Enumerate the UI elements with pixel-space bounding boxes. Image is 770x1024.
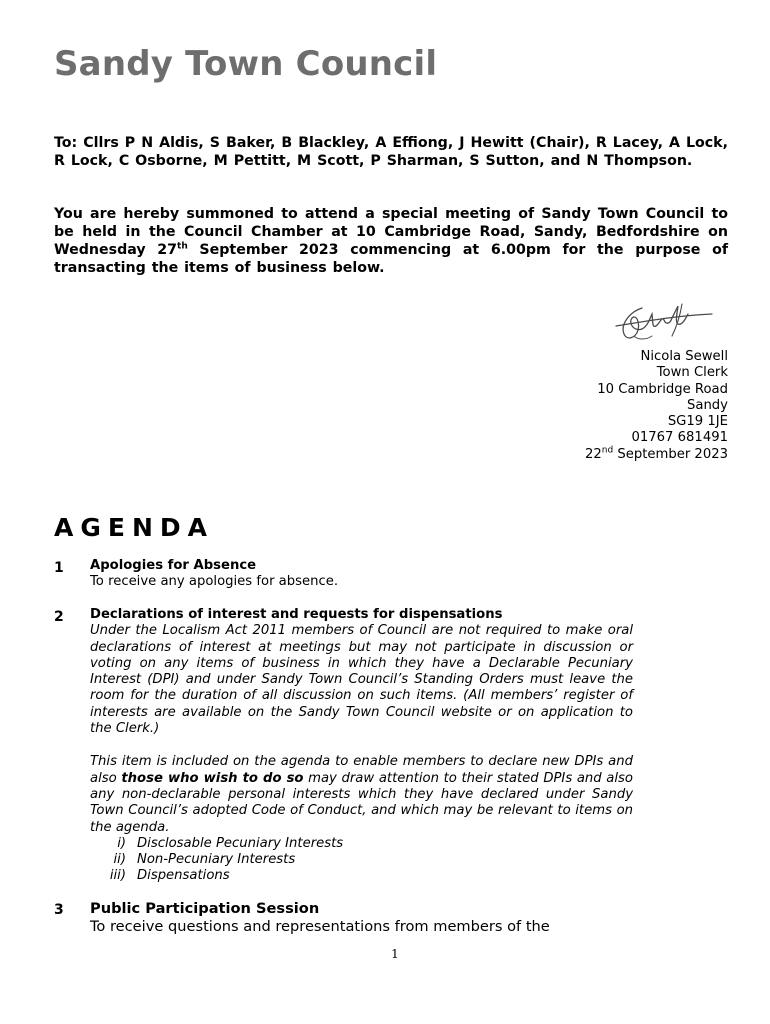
agenda-item-title: Public Participation Session: [90, 900, 320, 917]
clerk-signature: [612, 296, 716, 344]
sender-town: Sandy: [687, 397, 728, 413]
sender-address-block: [585, 349, 728, 463]
agenda-heading: AGENDA: [54, 513, 214, 542]
recipients-paragraph: To: Cllrs P N Aldis, S Baker, B Blackley, A Effiong, J Hewitt (Chair), R Lacey, A Lock, R Lock, C Osborne, M Pettitt, M Scott, P Sharman, S Sutton, and N Thompson.: [54, 135, 728, 169]
letter-date: 22nd September 2023: [584, 445, 728, 462]
sender-name: Nicola Sewell: [640, 349, 728, 364]
agenda-item-text: To receive any apologies for absence.: [90, 574, 339, 590]
council-title: Sandy Town Council: [54, 44, 438, 84]
summons-text-end: September 2023 commencing at 6.00pm for the purpose of transacting the items of business below.: [54, 242, 728, 276]
agenda-item-number: 3: [54, 902, 64, 918]
agenda-item-number: 1: [54, 560, 64, 576]
summons-text-start: You are hereby summoned to attend a special meeting of Sandy Town Council to be held in the Council Chamber at 10 Cambridge Road, Sandy, Bedfordshire on Wednesday 27: [54, 206, 728, 258]
emphasis-text: those who wish to do so: [121, 770, 304, 786]
agenda-item-title: Declarations of interest and requests for dispensations: [90, 607, 503, 622]
agenda-item-title: Apologies for Absence: [90, 558, 257, 573]
list-item: iii) Dispensations: [109, 868, 230, 884]
summons-date-suffix: th: [177, 241, 188, 252]
summons-paragraph: [54, 205, 728, 277]
page-number: 1: [391, 947, 399, 961]
agenda-item-number: 2: [54, 609, 64, 625]
agenda-item-declarations: [90, 607, 633, 885]
declarations-paragraph-2: This item is included on the agenda to enable members to declare new DPIs and also those who wish to do so may draw attention to their stated DPIs and also any non-declarable personal interests which they have declared under Sandy Town Council’s adopted Code of Conduct, and which may be relevant to items on the agenda.: [90, 754, 633, 835]
agenda-item-text: To receive questions and representations from members of the: [90, 918, 550, 935]
sender-role: Town Clerk: [656, 365, 728, 381]
list-item: i) Disclosable Pecuniary Interests: [117, 835, 344, 851]
agenda-item-apologies: [90, 558, 633, 591]
declarations-paragraph-1: Under the Localism Act 2011 members of Council are not required to make oral declarations of interest at meetings but may not participate in discussion or voting on any items of business in which they have a Declarable Pecuniary Interest (DPI) and under Sandy Town Council’s Standing Orders must leave the room for the duration of all discussion on such items. (All members’ register of interests are available on the Sandy Town Council website or on application to the Clerk.): [90, 623, 633, 737]
list-item: ii) Non-Pecuniary Interests: [113, 852, 296, 868]
sender-street: 10 Cambridge Road: [597, 381, 728, 397]
sender-phone: 01767 681491: [631, 430, 728, 446]
sender-postcode: SG19 1JE: [667, 414, 728, 430]
agenda-item-public-participation: [90, 900, 650, 936]
declarations-sublist: [90, 836, 633, 885]
